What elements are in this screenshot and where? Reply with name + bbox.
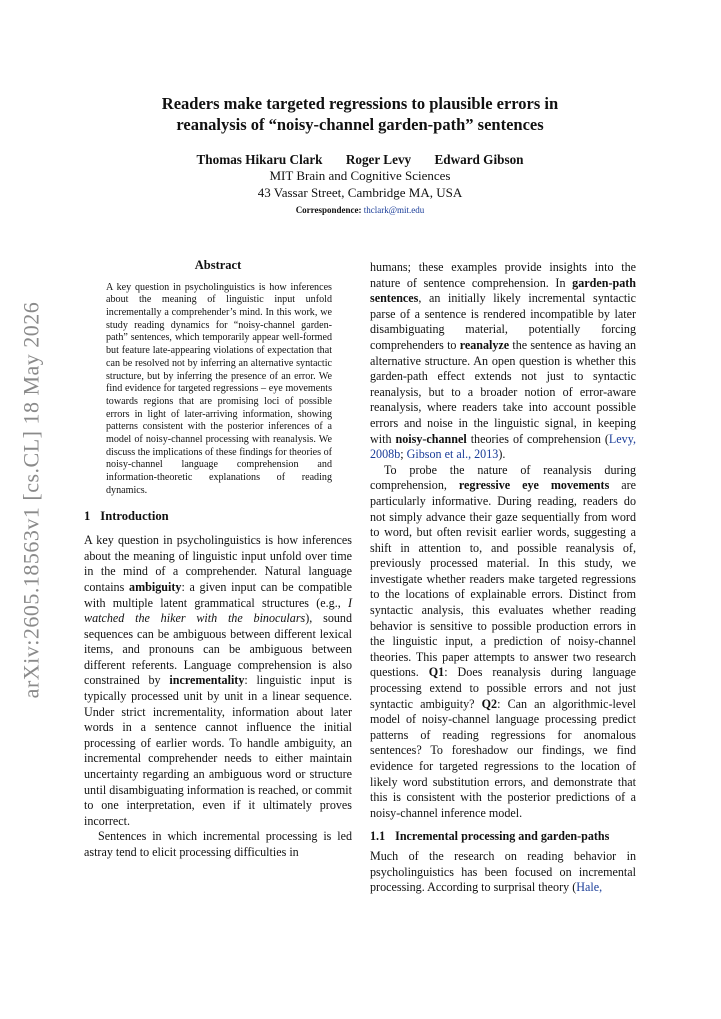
- text-run: theories of comprehension (: [466, 431, 609, 446]
- citation-link-gibson[interactable]: Gibson et al., 2013: [406, 447, 499, 462]
- correspondence-email-link[interactable]: thclark@mit.edu: [363, 205, 425, 215]
- term-incrementality: incrementality: [169, 673, 245, 688]
- text-run: ), sound sequences can be ambiguous between different lexical items, and pronouns can be ambiguous between different referents. Language comprehension is also constrained by: [84, 611, 353, 688]
- arxiv-identifier-stamp: [14, 290, 48, 710]
- section-title: Introduction: [100, 508, 169, 523]
- text-run: : Does reanalysis during language processing extend to possible errors and not just syntactic ambiguity?: [370, 665, 636, 711]
- term-regressive-eye-movements: regressive eye movements: [458, 478, 610, 493]
- author-name: Thomas Hikaru Clark: [196, 152, 323, 167]
- term-garden-path: garden-path sentences: [370, 275, 636, 306]
- subsection-title: Incremental processing and garden-paths: [395, 829, 610, 844]
- title-line-1: Readers make targeted regressions to plausible errors in: [161, 94, 559, 113]
- term-ambiguity: ambiguity: [129, 579, 182, 594]
- correspondence: [84, 203, 636, 217]
- section-number: 1: [84, 508, 91, 523]
- author-list: [84, 152, 636, 168]
- text-run: ;: [400, 447, 407, 462]
- term-noisy-channel: noisy-channel: [395, 431, 467, 446]
- text-run: humans; these examples provide insights into the nature of sentence comprehension. In: [370, 260, 636, 290]
- subsection-heading-incremental-processing: [370, 829, 636, 845]
- citation-link-levy[interactable]: Levy, 2008b: [370, 431, 636, 462]
- text-run: Much of the research on reading behavior in psycholinguistics has been focused on incremental processing. According to surprisal theory (: [370, 848, 636, 895]
- research-question-2-label: Q2: [481, 696, 498, 711]
- address: 43 Vassar Street, Cambridge MA, USA: [257, 184, 463, 200]
- abstract-text: A key question in psycholinguistics is how inferences about the meaning of linguistic input unfold incrementally a comprehender’s mind. In this work, we study reading dynamics for “noisy-channel garden-path” sentences, which temporarily appear well-formed but feature late-appearing violations of expectation that can be resolved not by inferring an alternative syntactic structure, but by inferring the presence of an error. We find evidence for targeted regressions – eye movements towards regions that are promising loci of possible errors in light of later-arriving information, showing patterns consistent with the posterior inferences of a model of noisy-channel processing with reanalysis. We discuss the implications of these findings for theories of noisy-channel language comprehension and information-theoretic explanations of reading dynamics.: [106, 281, 332, 496]
- text-run: A key question in psycholinguistics is how inferences about the meaning of linguistic input unfold over time in the mind of a comprehender. Natural language contains: [84, 533, 352, 594]
- correspondence-label: Correspondence:: [295, 205, 362, 215]
- subsection-number: 1.1: [370, 829, 386, 844]
- text-run: : a given input can be compatible with multiple latent grammatical structures (e.g.,: [84, 579, 353, 610]
- text-run: the sentence as having an alternative structure. An open question is whether this garden-path effect extends not just to syntactic reanalysis, but to a broader notion of error-aware reanalysis, where readers take into account possible errors and noise in the linguistic signal, in keeping with: [370, 337, 636, 446]
- example-sentence: I watched the hiker with the binoculars: [84, 595, 352, 626]
- subsection-paragraph-1: [370, 849, 636, 896]
- author-name: Roger Levy: [345, 152, 412, 167]
- abstract-heading: Abstract: [194, 258, 242, 272]
- research-question-1-label: Q1: [428, 665, 445, 680]
- affiliation: MIT Brain and Cognitive Sciences: [269, 168, 451, 183]
- left-column: [84, 258, 352, 861]
- text-run: are particularly informative. During reading, readers do not simply advance their gaze sequentially from word to word, but often revisit earlier words, suggesting a shift in attention to, and possible reanalysis of, previously processed material. In this study, we investigate whether readers make targeted regressions to the locations of explainable errors. Distinct from syntactic analysis, this evaluates whether reading behavior is sensitive to possible production errors in the linguistic input, a prediction of noisy-channel theories. This paper attempts to answer two research questions.: [370, 478, 636, 680]
- text-run: : linguistic input is typically processed unit by unit in a linear sequence. Under strict incrementality, information about later words in a sentence cannot influence the initial processing of earlier words. To handle ambiguity, an incremental comprehender needs to either maintain uncertainty regarding an ambiguous word or structure until disambiguating information is reached, or commit to one interpretation, even if it ultimately proves incorrect.: [84, 673, 352, 828]
- term-reanalyze: reanalyze: [459, 337, 510, 352]
- intro-paragraph-3: [370, 463, 636, 822]
- citation-link-hale[interactable]: Hale,: [576, 880, 603, 895]
- title-line-2: reanalysis of “noisy-channel garden-path” sentences: [176, 115, 544, 134]
- text-run: ).: [498, 447, 506, 462]
- text-run: : Can an algorithmic-level model of noisy-channel language processing predict patterns of reading regressions for anomalous sentences? To foreshadow our findings, we find evidence for targeted regressions to the location of likely word substitution errors, and demonstrate that this is consistent with the posterior predictions of a noisy-channel inference model.: [370, 696, 636, 820]
- arxiv-identifier-text: arXiv:2605.18563v1 [cs.CL] 18 May 2026: [18, 301, 43, 699]
- title-block: [84, 93, 636, 217]
- right-column: [370, 260, 636, 896]
- text-run: To probe the nature of reanalysis during comprehension,: [370, 462, 636, 493]
- author-name: Edward Gibson: [434, 152, 524, 167]
- intro-paragraph-2-continued: [370, 260, 636, 463]
- intro-paragraph-2-start: Sentences in which incremental processing is led astray tend to elicit processing difficulties in: [84, 829, 352, 860]
- text-run: , an initially likely incremental syntactic parse of a sentence is rendered incompatible by later disambiguating material, potentially forcing comprehenders to: [370, 291, 636, 352]
- paper-title: [84, 93, 636, 135]
- intro-paragraph-1: [84, 533, 352, 829]
- section-heading-introduction: [84, 509, 352, 525]
